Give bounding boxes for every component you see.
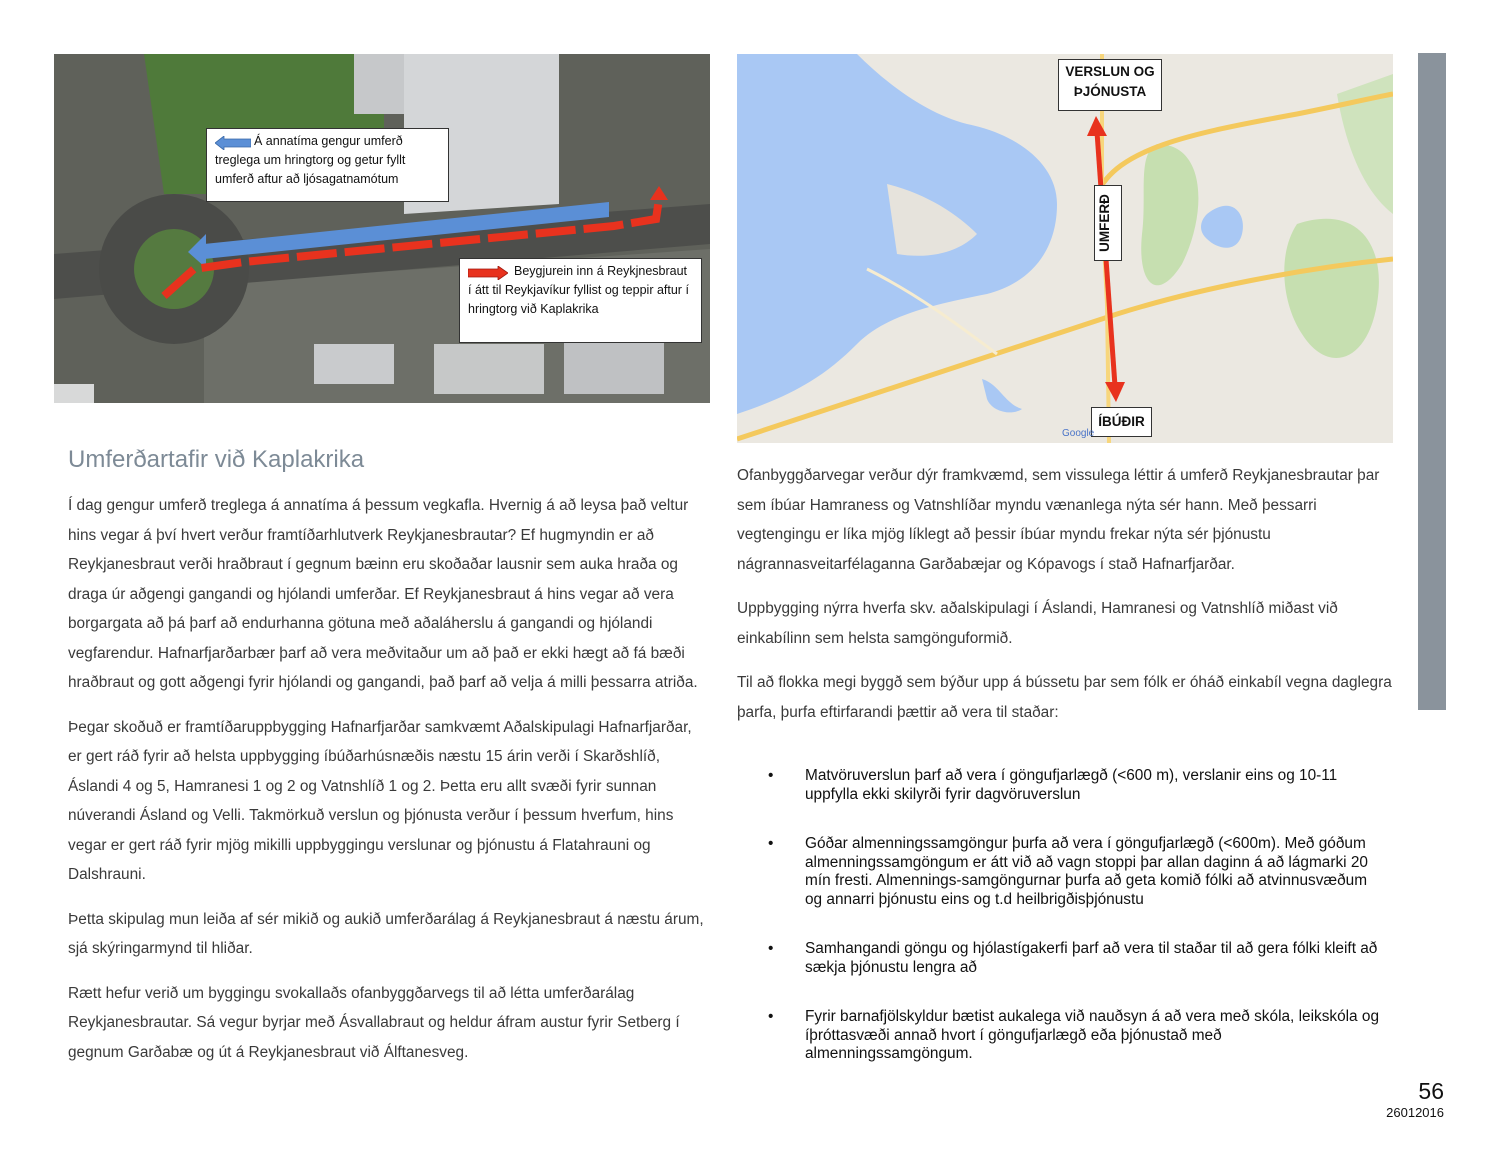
blue-arrow-icon [215,136,251,148]
list-item [768,940,1388,977]
right-column-text [737,461,1397,742]
paragraph: Þegar skoðuð er framtíðaruppbygging Hafnarfjarðar samkvæmt Aðalskipulagi Hafnarfjarðar, er gert ráð fyrir að helsta uppbygging íbúðarhúsnæðis næstu 15 árin verði í Skarðshlíð, Áslandi 4 og 5, Hamranesi 1 og 2 og Vatnshlíð 1 og 2. Þetta eru allt svæði fyrir sunnan núverandi Ásland og Velli. Takmörkuð verslun og þjónusta verður í þessum hverfum, hins vegar er gert ráð fyrir mjög mikilli uppbyggingu verslunar og þjónustu á Flatahrauni og Dalshrauni. [68,718,692,883]
list-item-text: Matvöruverslun þarf að vera í göngufjarlægð (<600 m), verslanir eins og 10-11 uppfylla ekki skilyrði fyrir dagvöruverslun [805,767,1338,803]
map-label-housing: ÍBÚÐIR [1091,407,1152,437]
bullet-icon: • [768,1008,774,1025]
document-id: 26012016 [1386,1105,1444,1120]
page-number: 56 [1418,1078,1444,1104]
criteria-list [768,767,1388,1064]
map-attribution: Google [1062,428,1095,439]
area-map-graphic [737,54,1393,443]
map-label-services: VERSLUN OG ÞJÓNUSTA [1058,59,1162,111]
paragraph: Uppbygging nýrra hverfa skv. aðalskipulagi í Áslandi, Hamranesi og Vatnshlíð miðast við einkabílinn sem helsta samgönguformið. [737,600,1338,647]
paragraph: Í dag gengur umferð treglega á annatíma á þessum vegkafla. Hvernig á að leysa það veltur hins vegar á því hvert verður framtíðarhlutverk Reykjanesbrautar? Ef hugmyndin er að Reykjanesbraut verði hraðbraut í gegnum bæinn eru skoðaðar lausnir sem auka hraða og draga úr aðgengi gangandi og hjólandi umferðar. Ef Reykjanesbraut á hins vegar að vera borgargata að þá þarf að endurhanna götuna með aðaláherslu á gangandi og hjólandi vegfarendur. Hafnarfjarðarbær þarf að vera meðvitaður um að það er ekki hægt að fá bæði hraðbraut og gott aðgengi fyrir hjólandi og gangandi, það þarf að velja á milli þessarra atriða. [68,497,698,691]
map-label-traffic: UMFERÐ [1094,185,1122,261]
callout-queue-text: Á annatíma gengur umferð treglega um hringtorg og getur fyllt umferð aftur að ljósagatnamótum [215,134,406,186]
paragraph: Rætt hefur verið um byggingu svokallaðs ofanbyggðarvegs til að létta umferðarálag Reykjanesbrautar. Sá vegur byrjar með Ásvallabraut og heldur áfram austur fyrir Setberg í gegnum Garðabæ og út á Reykjanesbraut við Álftanesveg. [68,984,680,1061]
red-arrow-icon [468,266,508,278]
bullet-icon: • [768,835,774,852]
left-column-text [68,491,708,1082]
paragraph: Þetta skipulag mun leiða af sér mikið og aukið umferðarálag á Reykjanesbraut á næstu árum, sjá skýringarmynd til hliðar. [68,910,704,957]
list-item-text: Samhangandi göngu og hjólastígakerfi þarf að vera til staðar til að gera fólki kleift að sækja þjónustu lengra að [805,940,1378,976]
paragraph: Ofanbyggðarvegar verður dýr framkvæmd, sem vissulega léttir á umferð Reykjanesbrautar þar sem íbúar Hamraness og Vatnshlíðar myndu vænanlega nýta sér hann. Með þessarri vegtengingu er líka mjög líklegt að þessir íbúar myndu frekar nýta sér þjónustu nágrannasveitarfélaganna Garðabæjar og Kópavogs í stað Hafnarfjarðar. [737,467,1380,573]
callout-turn-lane [459,258,702,343]
area-map [737,54,1393,443]
aerial-photo-graphic [54,54,710,403]
list-item [768,835,1388,909]
list-item-text: Góðar almenningssamgöngur þurfa að vera í göngufjarlægð (<600m). Með góðum almenningssamgöngum er átt við að vagn stoppi þar allan daginn á að lágmarki 20 mín fresti. Almennings-samgöngurnar þurfa að geta komið fólki að atvinnusvæðum og annarri þjónustu eins og t.d heilbrigðisþjónustu [805,835,1368,908]
callout-queue [206,128,449,202]
callout-turn-text: Beygjurein inn á Reykjnesbraut í átt til Reykjavíkur fyllist og teppir aftur í hringtorg við Kaplakrika [468,264,689,316]
aerial-photo [54,54,710,403]
bullet-icon: • [768,767,774,784]
bullet-icon: • [768,940,774,957]
section-title: Umferðartafir við Kaplakrika [68,446,365,473]
list-item-text: Fyrir barnafjölskyldur bætist aukalega við nauðsyn á að vera með skóla, leikskóla og íþróttasvæði annað hvort í göngufjarlægð eða þjónustað með almenningssamgöngum. [805,1008,1380,1062]
page-side-bar [1418,53,1446,710]
list-item [768,767,1388,804]
list-item [768,1008,1388,1064]
paragraph: Til að flokka megi byggð sem býður upp á bússetu þar sem fólk er óháð einkabíl vegna daglegra þarfa, þurfa eftirfarandi þættir að vera til staðar: [737,674,1392,721]
